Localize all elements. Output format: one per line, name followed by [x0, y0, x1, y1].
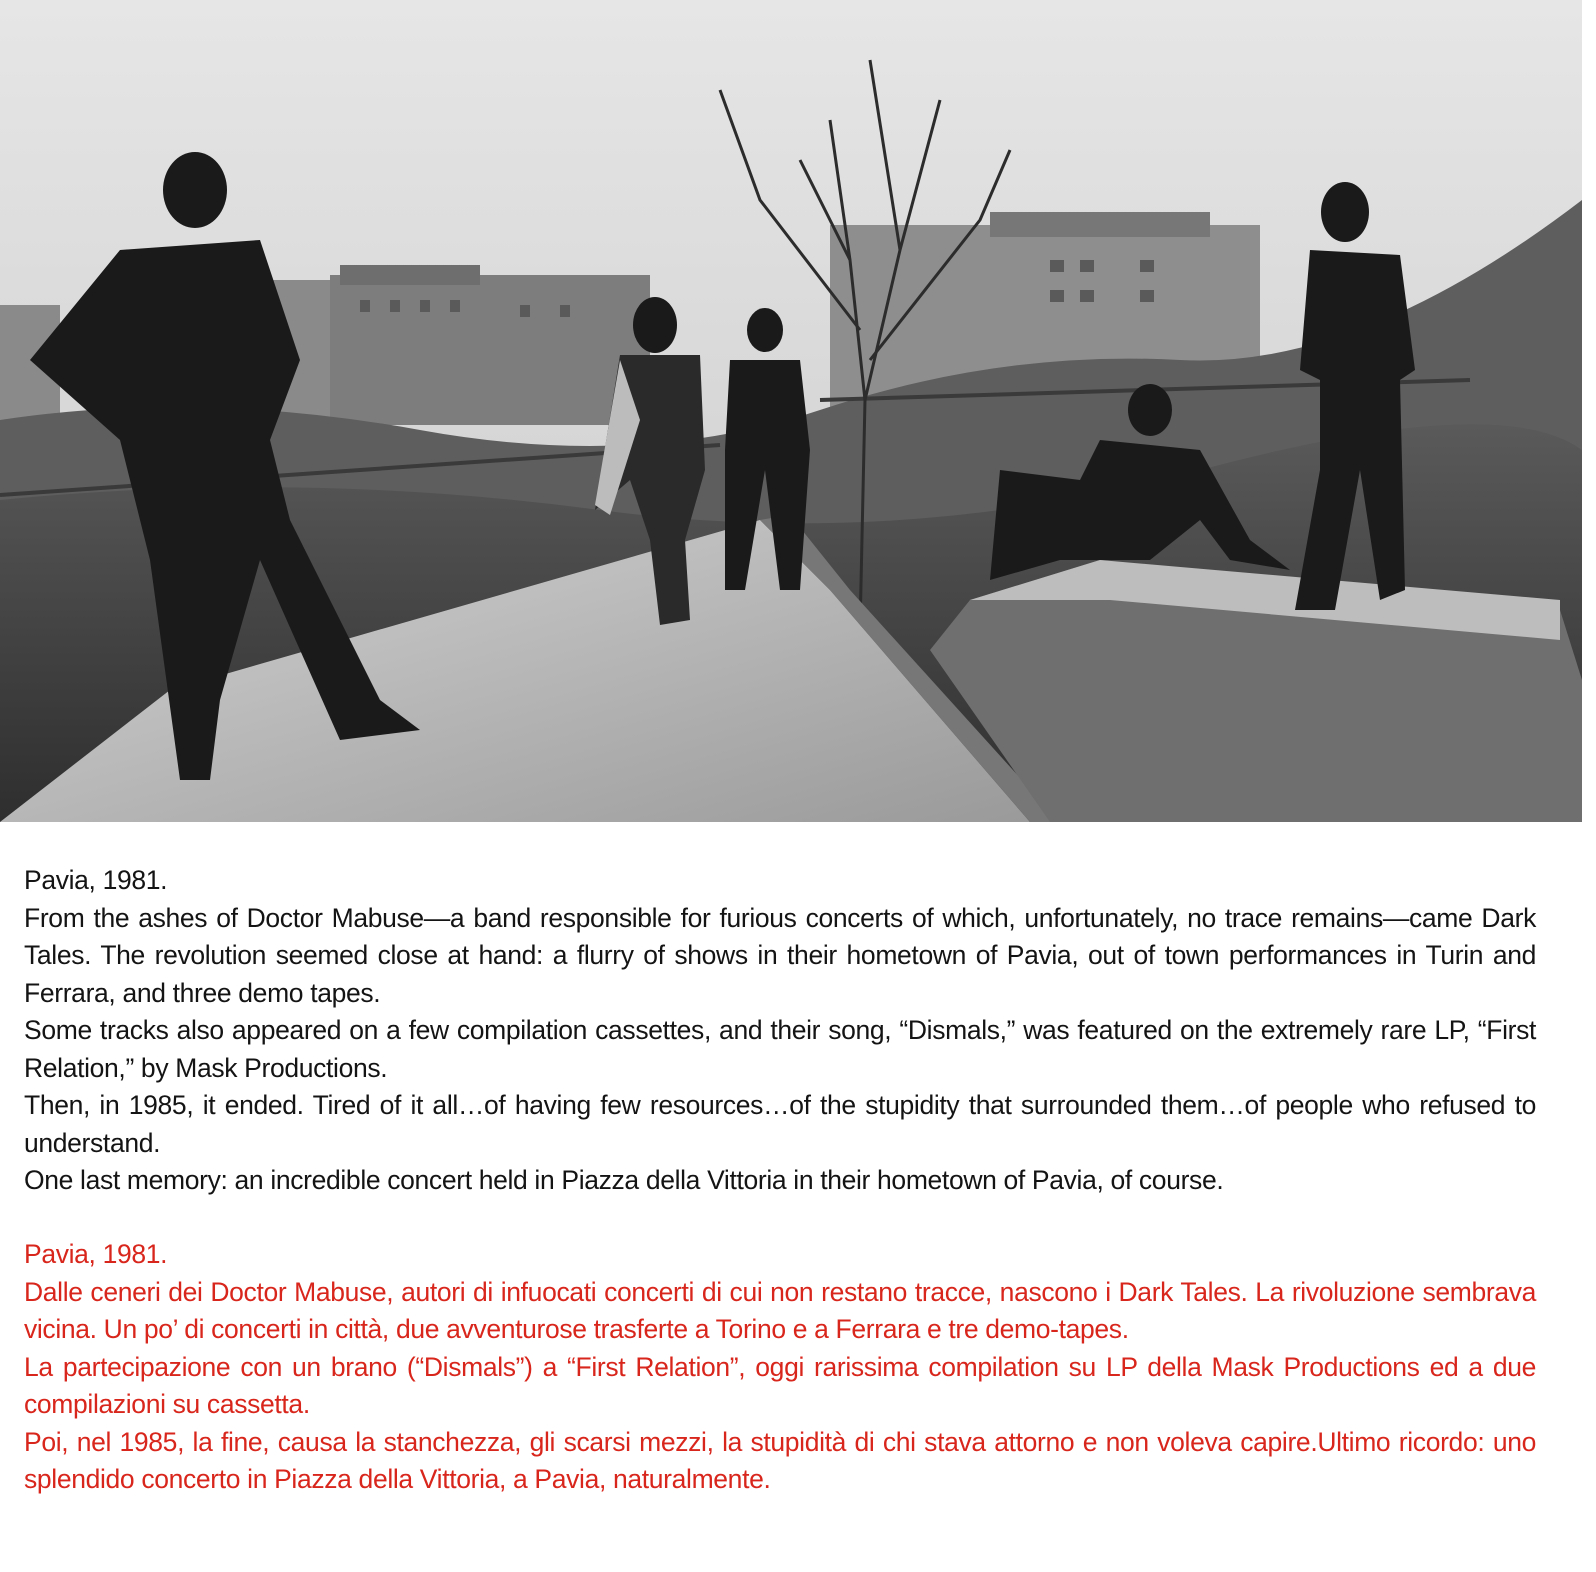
- english-paragraph-2: Some tracks also appeared on a few compilation cassettes, and their song, “Dismals,” was featured on the extremely rare LP, “First Relation,” by Mask Productions.: [24, 1015, 1536, 1083]
- english-text: [24, 862, 1536, 1200]
- italian-paragraph-2: La partecipazione con un brano (“Dismals”) a “First Relation”, oggi rarissima compilation su LP della Mask Productions ed a due compilazioni su cassetta.: [24, 1351, 1536, 1419]
- italian-text: [24, 1236, 1536, 1499]
- english-paragraph-4: One last memory: an incredible concert held in Piazza della Vittoria in their hometown of Pavia, of course.: [24, 1165, 1224, 1195]
- italian-paragraph-3: Poi, nel 1985, la fine, causa la stanchezza, gli scarsi mezzi, la stupidità di chi stava attorno e non voleva capire.Ultimo ricordo: uno splendido concerto in Piazza della Vittoria, a Pavia, naturalmente.: [24, 1426, 1536, 1494]
- english-heading: Pavia, 1981.: [24, 865, 168, 895]
- italian-heading: Pavia, 1981.: [24, 1239, 168, 1269]
- english-paragraph-3: Then, in 1985, it ended. Tired of it all…of having few resources…of the stupidity that surrounded them…of people who refused to understand.: [24, 1090, 1536, 1158]
- italian-paragraph-1: Dalle ceneri dei Doctor Mabuse, autori di infuocati concerti di cui non restano tracce, nascono i Dark Tales. La rivoluzione sembrava vicina. Un po’ di concerti in città, due avventurose trasferte a Torino e a Ferrara e tre demo-tapes.: [24, 1276, 1536, 1344]
- english-paragraph-1: From the ashes of Doctor Mabuse—a band responsible for furious concerts of which, unfortunately, no trace remains—came Dark Tales. The revolution seemed close at hand: a flurry of shows in their hometown of Pavia, out of town performances in Turin and Ferrara, and three demo tapes.: [24, 902, 1536, 1008]
